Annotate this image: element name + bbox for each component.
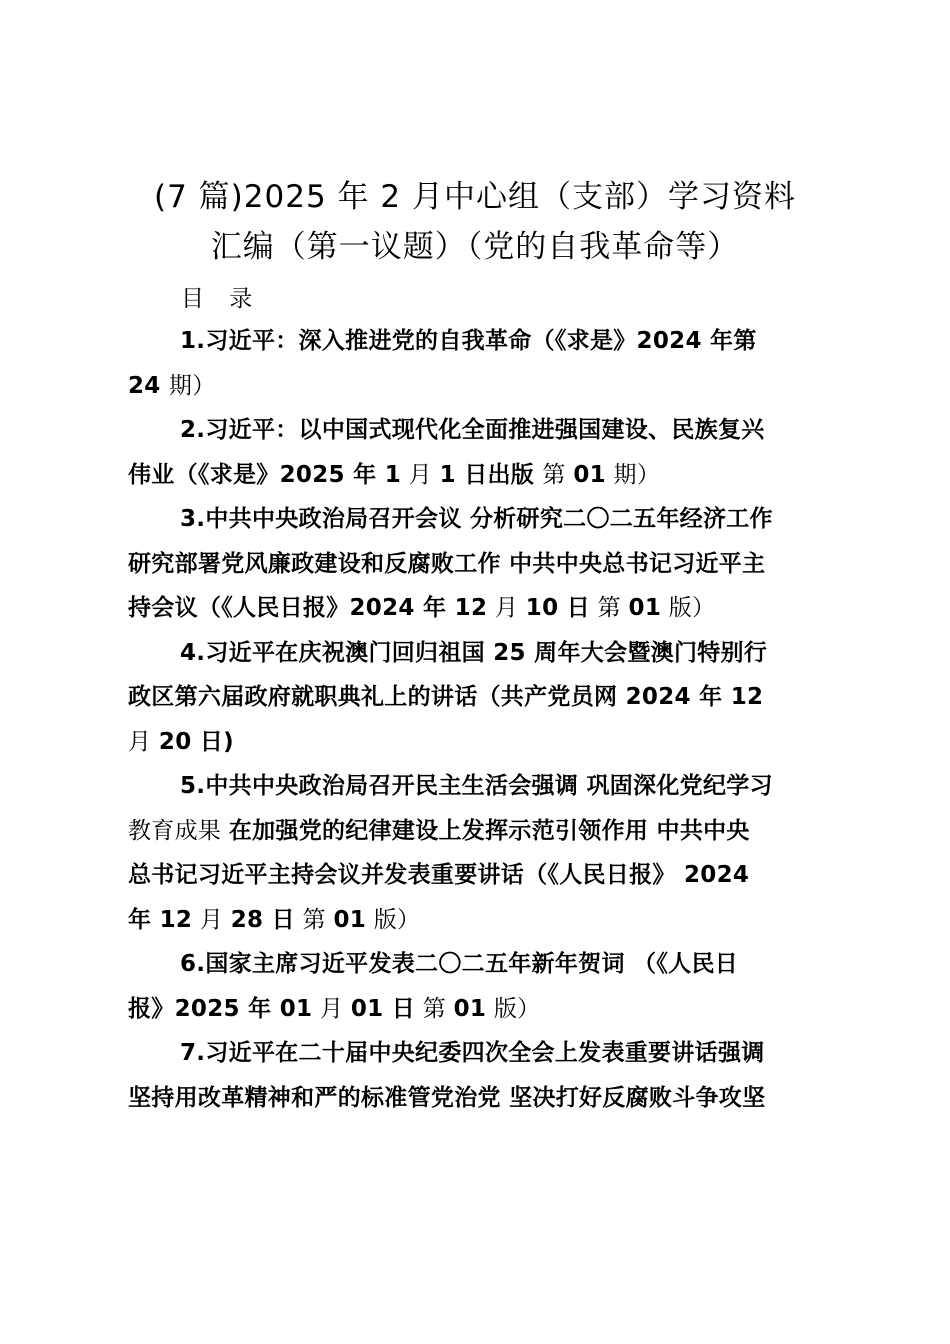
toc-item-4	[128, 631, 828, 765]
toc-item-2-part-c: 月	[401, 461, 440, 488]
toc-item-5-part-g: 01	[333, 906, 367, 933]
toc-item-5-part-c: 年 12	[128, 906, 193, 933]
toc-item-5-part-a: 教育成果	[128, 817, 229, 844]
toc-item-4-part-a: 月	[128, 728, 159, 755]
toc-item-5-part-e: 28 日	[230, 906, 295, 933]
toc-item-2-part-d: 1	[439, 461, 456, 488]
toc-item-4-part-b: 20 日)	[158, 728, 234, 755]
toc-item-6-part-c: 01 日	[350, 995, 416, 1022]
toc-item-3-line-2: 研究部署党风廉政建设和反腐败工作 中共中央总书记习近平主	[128, 550, 766, 577]
title-line-2: 汇编（第一议题）（党的自我革命等）	[210, 229, 740, 265]
toc-item-3-part-f: 01	[628, 595, 662, 621]
toc-item-1-issue: 24	[128, 372, 169, 399]
toc-item-6-part-d: 第	[415, 995, 454, 1022]
toc-item-2-part-a: 伟业（《求是》2025 年	[128, 461, 385, 488]
toc-item-6-part-f: 版）	[486, 995, 541, 1022]
toc-item-2-line-1: 2.习近平：以中国式现代化全面推进强国建设、民族复兴	[180, 417, 765, 443]
toc-item-6-part-e: 01	[453, 995, 487, 1022]
toc-item-3-part-g: 版）	[661, 595, 716, 621]
toc-item-7	[128, 1031, 828, 1120]
toc-item-5-line-3: 总书记习近平主持会议并发表重要讲话（《人民日报》 2024	[128, 862, 750, 888]
document-title	[100, 172, 850, 272]
toc-item-5-line-1: 5.中共中央政治局召开民主生活会强调 巩固深化党纪学习	[180, 773, 773, 799]
title-line-1: (7 篇)2025 年 2 月中心组（支部）学习资料	[154, 179, 796, 215]
toc-item-7-line-2: 坚持用改革精神和严的标准管党治党 坚决打好反腐败斗争攻坚	[128, 1084, 766, 1111]
toc-item-2-part-h: 期）	[605, 461, 661, 488]
toc-item-5-part-b: 在加强党的纪律建设上发挥示范引领作用 中共中央	[228, 817, 750, 844]
toc-item-2-part-b: 1	[384, 461, 402, 488]
toc-heading: 目 录	[181, 286, 262, 312]
toc-item-3-part-c: 月	[487, 595, 526, 621]
toc-item-2	[128, 408, 828, 497]
toc-item-6-line-1: 6.国家主席习近平发表二〇二五年新年贺词 （《人民日	[180, 951, 739, 977]
toc-item-5	[128, 764, 828, 942]
table-of-contents	[128, 319, 828, 1120]
toc-item-3-part-a: 持会议（《人民日报》2024 年	[128, 595, 455, 621]
toc-item-3-part-b: 12	[454, 595, 488, 621]
toc-item-5-part-f: 第	[294, 906, 334, 933]
toc-item-4-line-1: 4.习近平在庆祝澳门回归祖国 25 周年大会暨澳门特别行	[180, 639, 768, 666]
toc-item-6-part-b: 月	[312, 995, 351, 1022]
toc-item-2-part-e: 日出版	[455, 461, 543, 488]
toc-item-3-part-e: 第	[590, 595, 629, 621]
toc-item-2-part-f: 第	[542, 461, 574, 488]
toc-item-4-line-2: 政区第六届政府就职典礼上的讲话（共产党员网 2024 年 12	[128, 684, 764, 710]
toc-item-6	[128, 942, 828, 1031]
toc-item-3-line-1: 3.中共中央政治局召开会议 分析研究二〇二五年经济工作	[180, 506, 773, 532]
toc-item-3	[128, 497, 828, 631]
toc-item-5-part-h: 版）	[366, 906, 421, 933]
toc-item-5-part-d: 月	[192, 906, 231, 933]
toc-item-1-line-1: 1.习近平：深入推进党的自我革命（《求是》2024 年第	[180, 328, 757, 354]
toc-item-1-suffix: 期）	[168, 372, 216, 399]
toc-item-2-part-g: 01	[573, 461, 606, 488]
toc-item-6-part-a: 报》2025 年 01	[128, 995, 313, 1022]
toc-item-1	[128, 319, 828, 408]
toc-item-7-line-1: 7.习近平在二十届中央纪委四次全会上发表重要讲话强调	[180, 1040, 765, 1066]
toc-item-3-part-d: 10 日	[525, 595, 590, 621]
